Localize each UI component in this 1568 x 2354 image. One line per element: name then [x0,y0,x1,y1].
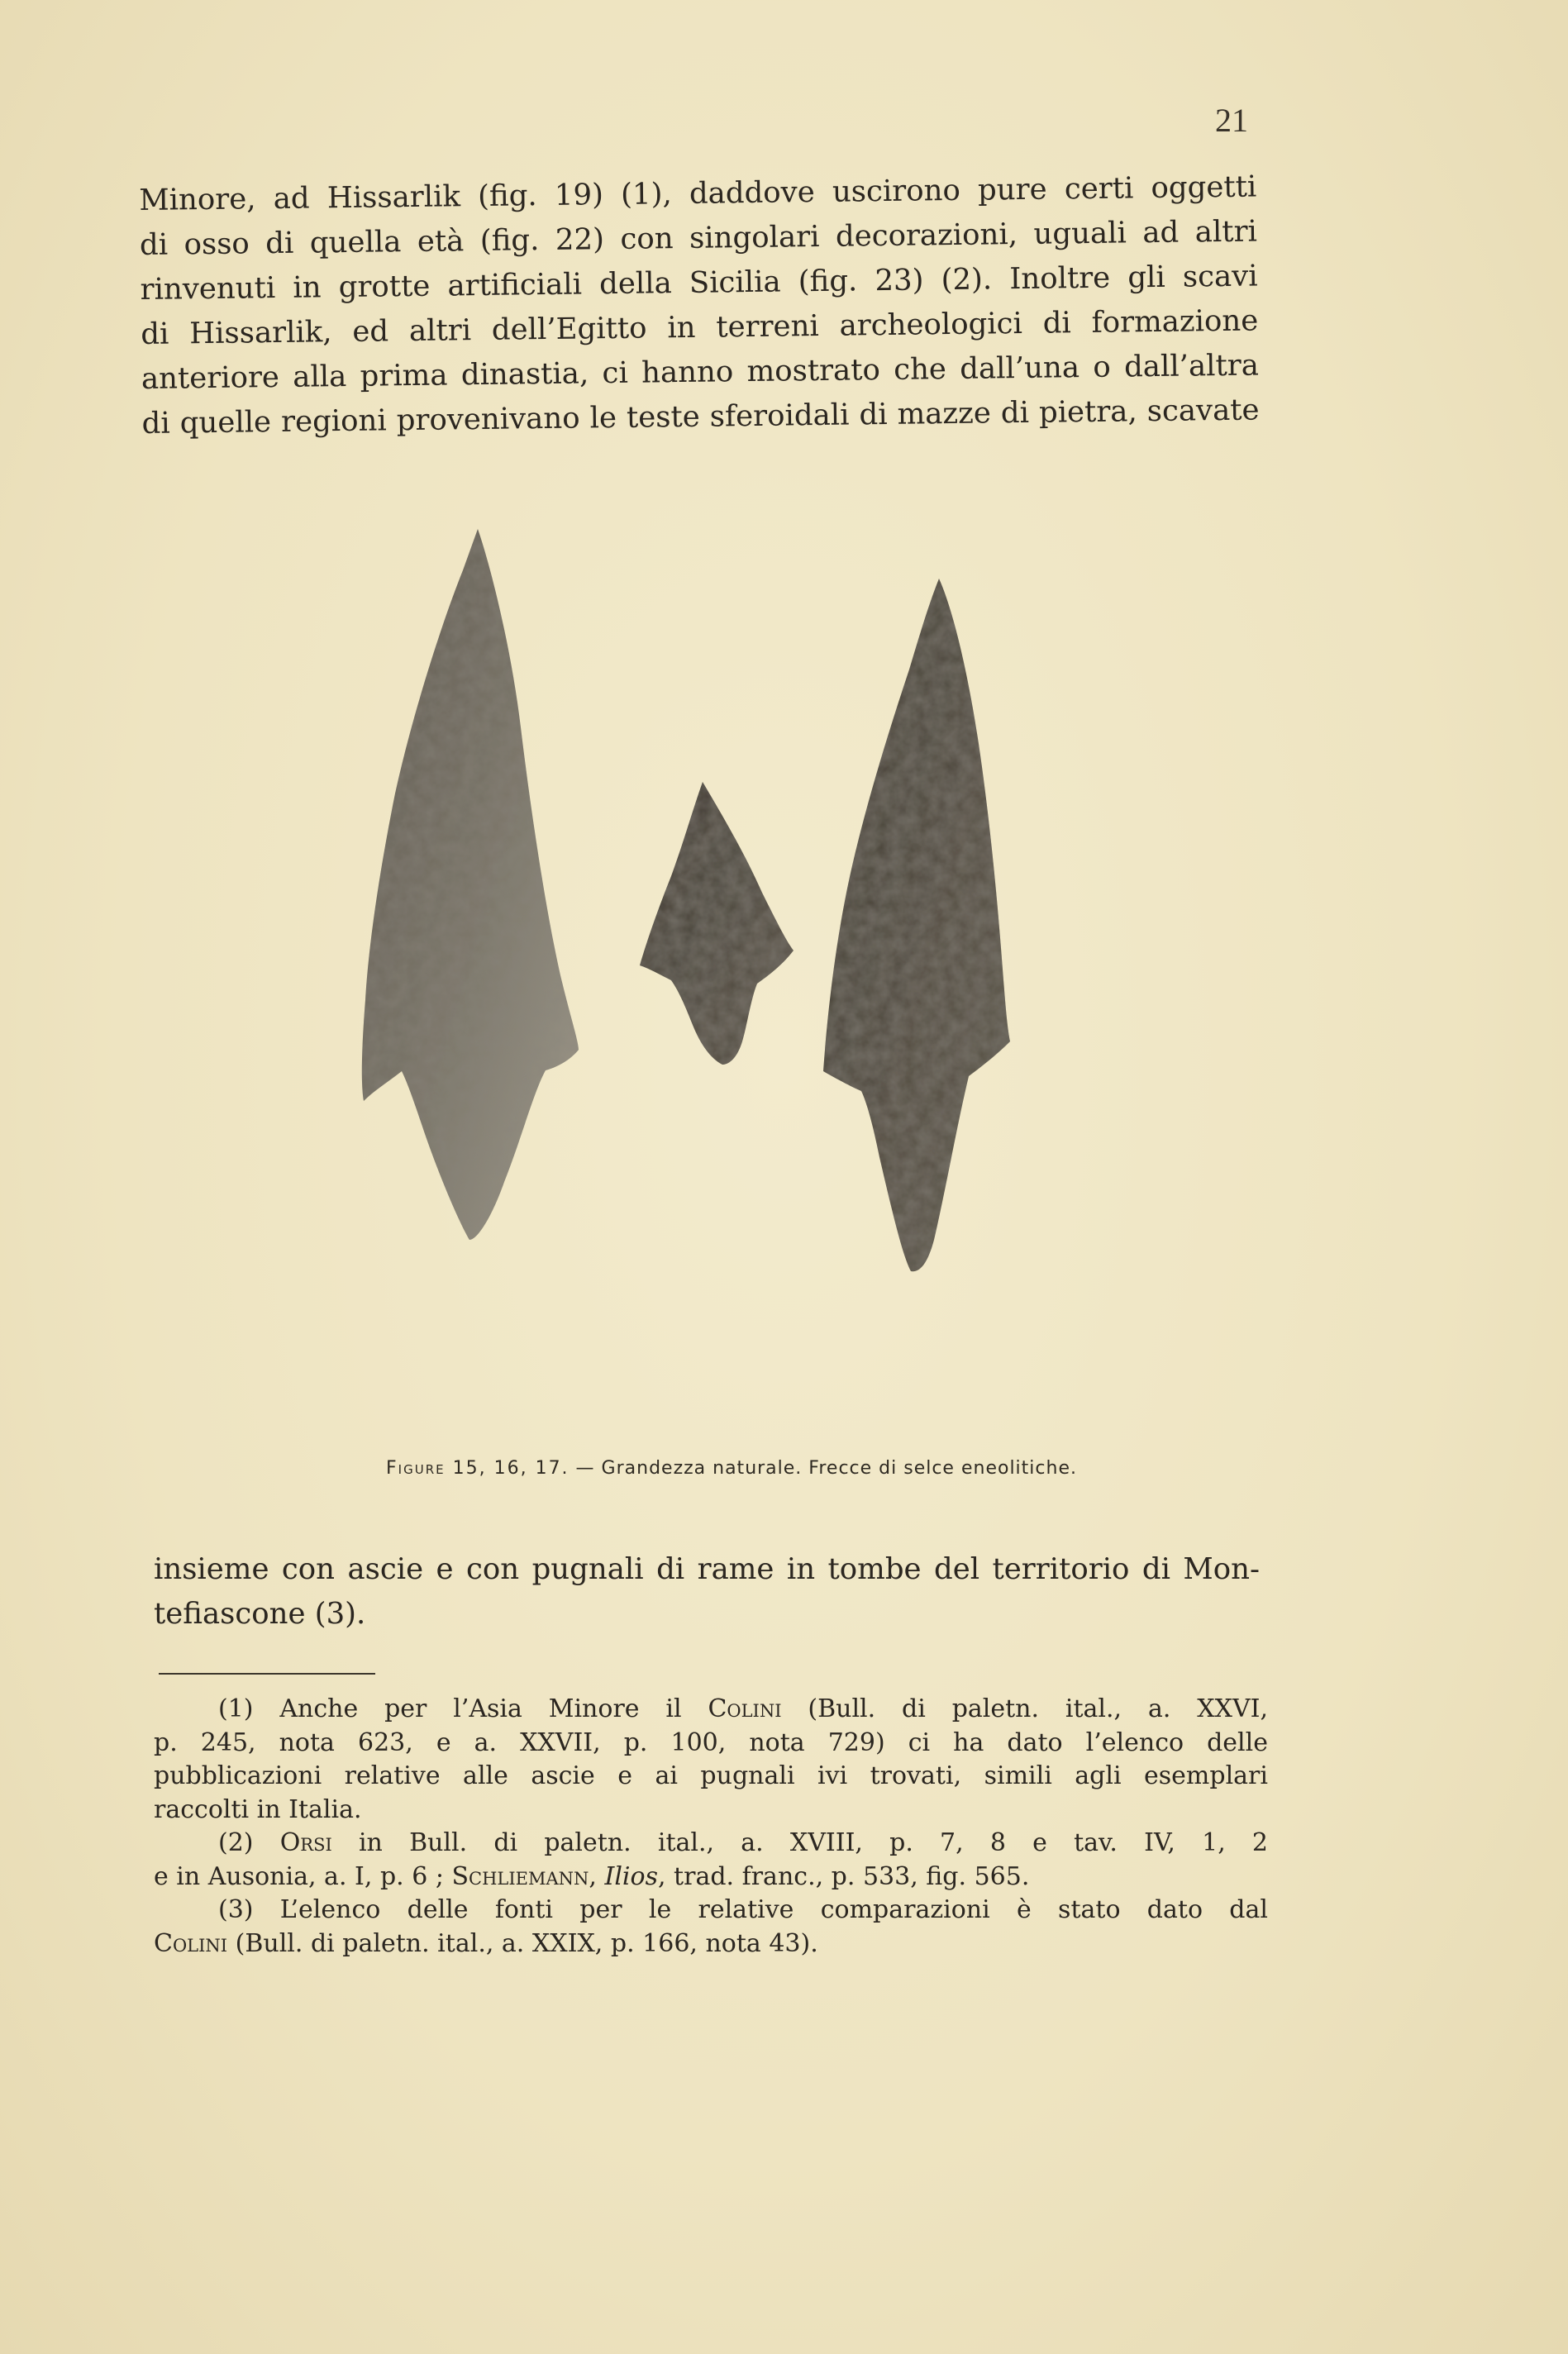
footnote-text: e in Ausonia, a. I, p. 6 ; [154,1861,452,1891]
body-text-top [139,164,1260,446]
footnote-line: pubblicazioni relative alle ascie e ai pugnali ivi trovati, simili agli esemplari [154,1761,1268,1790]
footnote-line [154,1861,1268,1894]
footnote-3 [154,1894,1268,1961]
text-line: di Hissarlik, ed altri dell’Egitto in terreni archeologici di formazione [141,303,1259,351]
book-title: Ilios [604,1861,658,1891]
footnote-text: (1) Anche per l’Asia Minore il [218,1694,708,1723]
text-line: tefiascone (3). [154,1597,366,1631]
footnote-rule [159,1673,375,1675]
footnote-line [154,1827,1268,1861]
arrowheads-figure [298,512,1124,1422]
footnote-line: p. 245, nota 623, e a. XXVII, p. 100, nota 729) ci ha dato l’elenco delle [154,1727,1268,1757]
footnote-text: , trad. franc., p. 533, fig. 565. [657,1861,1030,1891]
footnote-text: (Bull. di paletn. ital., a. XXIX, p. 166, nota 43). [227,1928,818,1958]
arrowhead-fig16-small-center [640,782,794,1065]
footnote-2 [154,1827,1268,1894]
author-name: Schliemann [451,1861,589,1891]
text-line: insieme con ascie e con pugnali di rame in tombe del territorio di Mon- [154,1552,1260,1586]
footnote-text: in Bull. di paletn. ital., a. XVIII, p. 7, 8 e tav. IV, 1, 2 [331,1828,1269,1857]
text-line: anteriore alla prima dinastia, ci hanno mostrato che dall’una o dall’altra [141,348,1260,396]
caption-text: — Grandezza naturale. Frecce di selce eneolitiche. [569,1458,1077,1479]
footnotes [154,1693,1268,1961]
footnote-line: raccolti in Italia. [154,1794,362,1824]
text-line: rinvenuti in grotte artificiali della Sicilia (fig. 23) (2). Inoltre gli scavi [140,259,1258,307]
arrowhead-fig15-large-left [362,529,579,1240]
footnote-text: , [589,1861,605,1891]
caption-label: Figure 15, 16, 17. [386,1458,570,1479]
footnote-text: (Bull. di paletn. ital., a. XXVI, [781,1694,1268,1723]
body-text-bottom [154,1547,1260,1637]
footnote-line: (3) L’elenco delle fonti per le relative comparazioni è stato dato dal [218,1895,1268,1924]
page-number: 21 [1215,102,1248,139]
text-line: Minore, ad Hissarlik (fig. 19) (1), daddove uscirono pure certi oggetti [139,169,1257,217]
arrowhead-fig17-right [823,579,1010,1271]
footnote-line [154,1693,1268,1727]
footnote-line [154,1928,1268,1961]
footnote-text: (2) [218,1828,280,1857]
author-name: Colini [154,1928,228,1958]
text-line: di quelle regioni provenivano le teste sferoidali di mazze di pietra, scavate [141,393,1260,441]
footnote-1 [154,1693,1268,1827]
author-name: Orsi [279,1828,332,1857]
text-line: di osso di quella età (fig. 22) con singolari decorazioni, uguali ad altri [139,214,1258,262]
figure-caption [322,1458,1141,1479]
author-name: Colini [708,1694,782,1723]
